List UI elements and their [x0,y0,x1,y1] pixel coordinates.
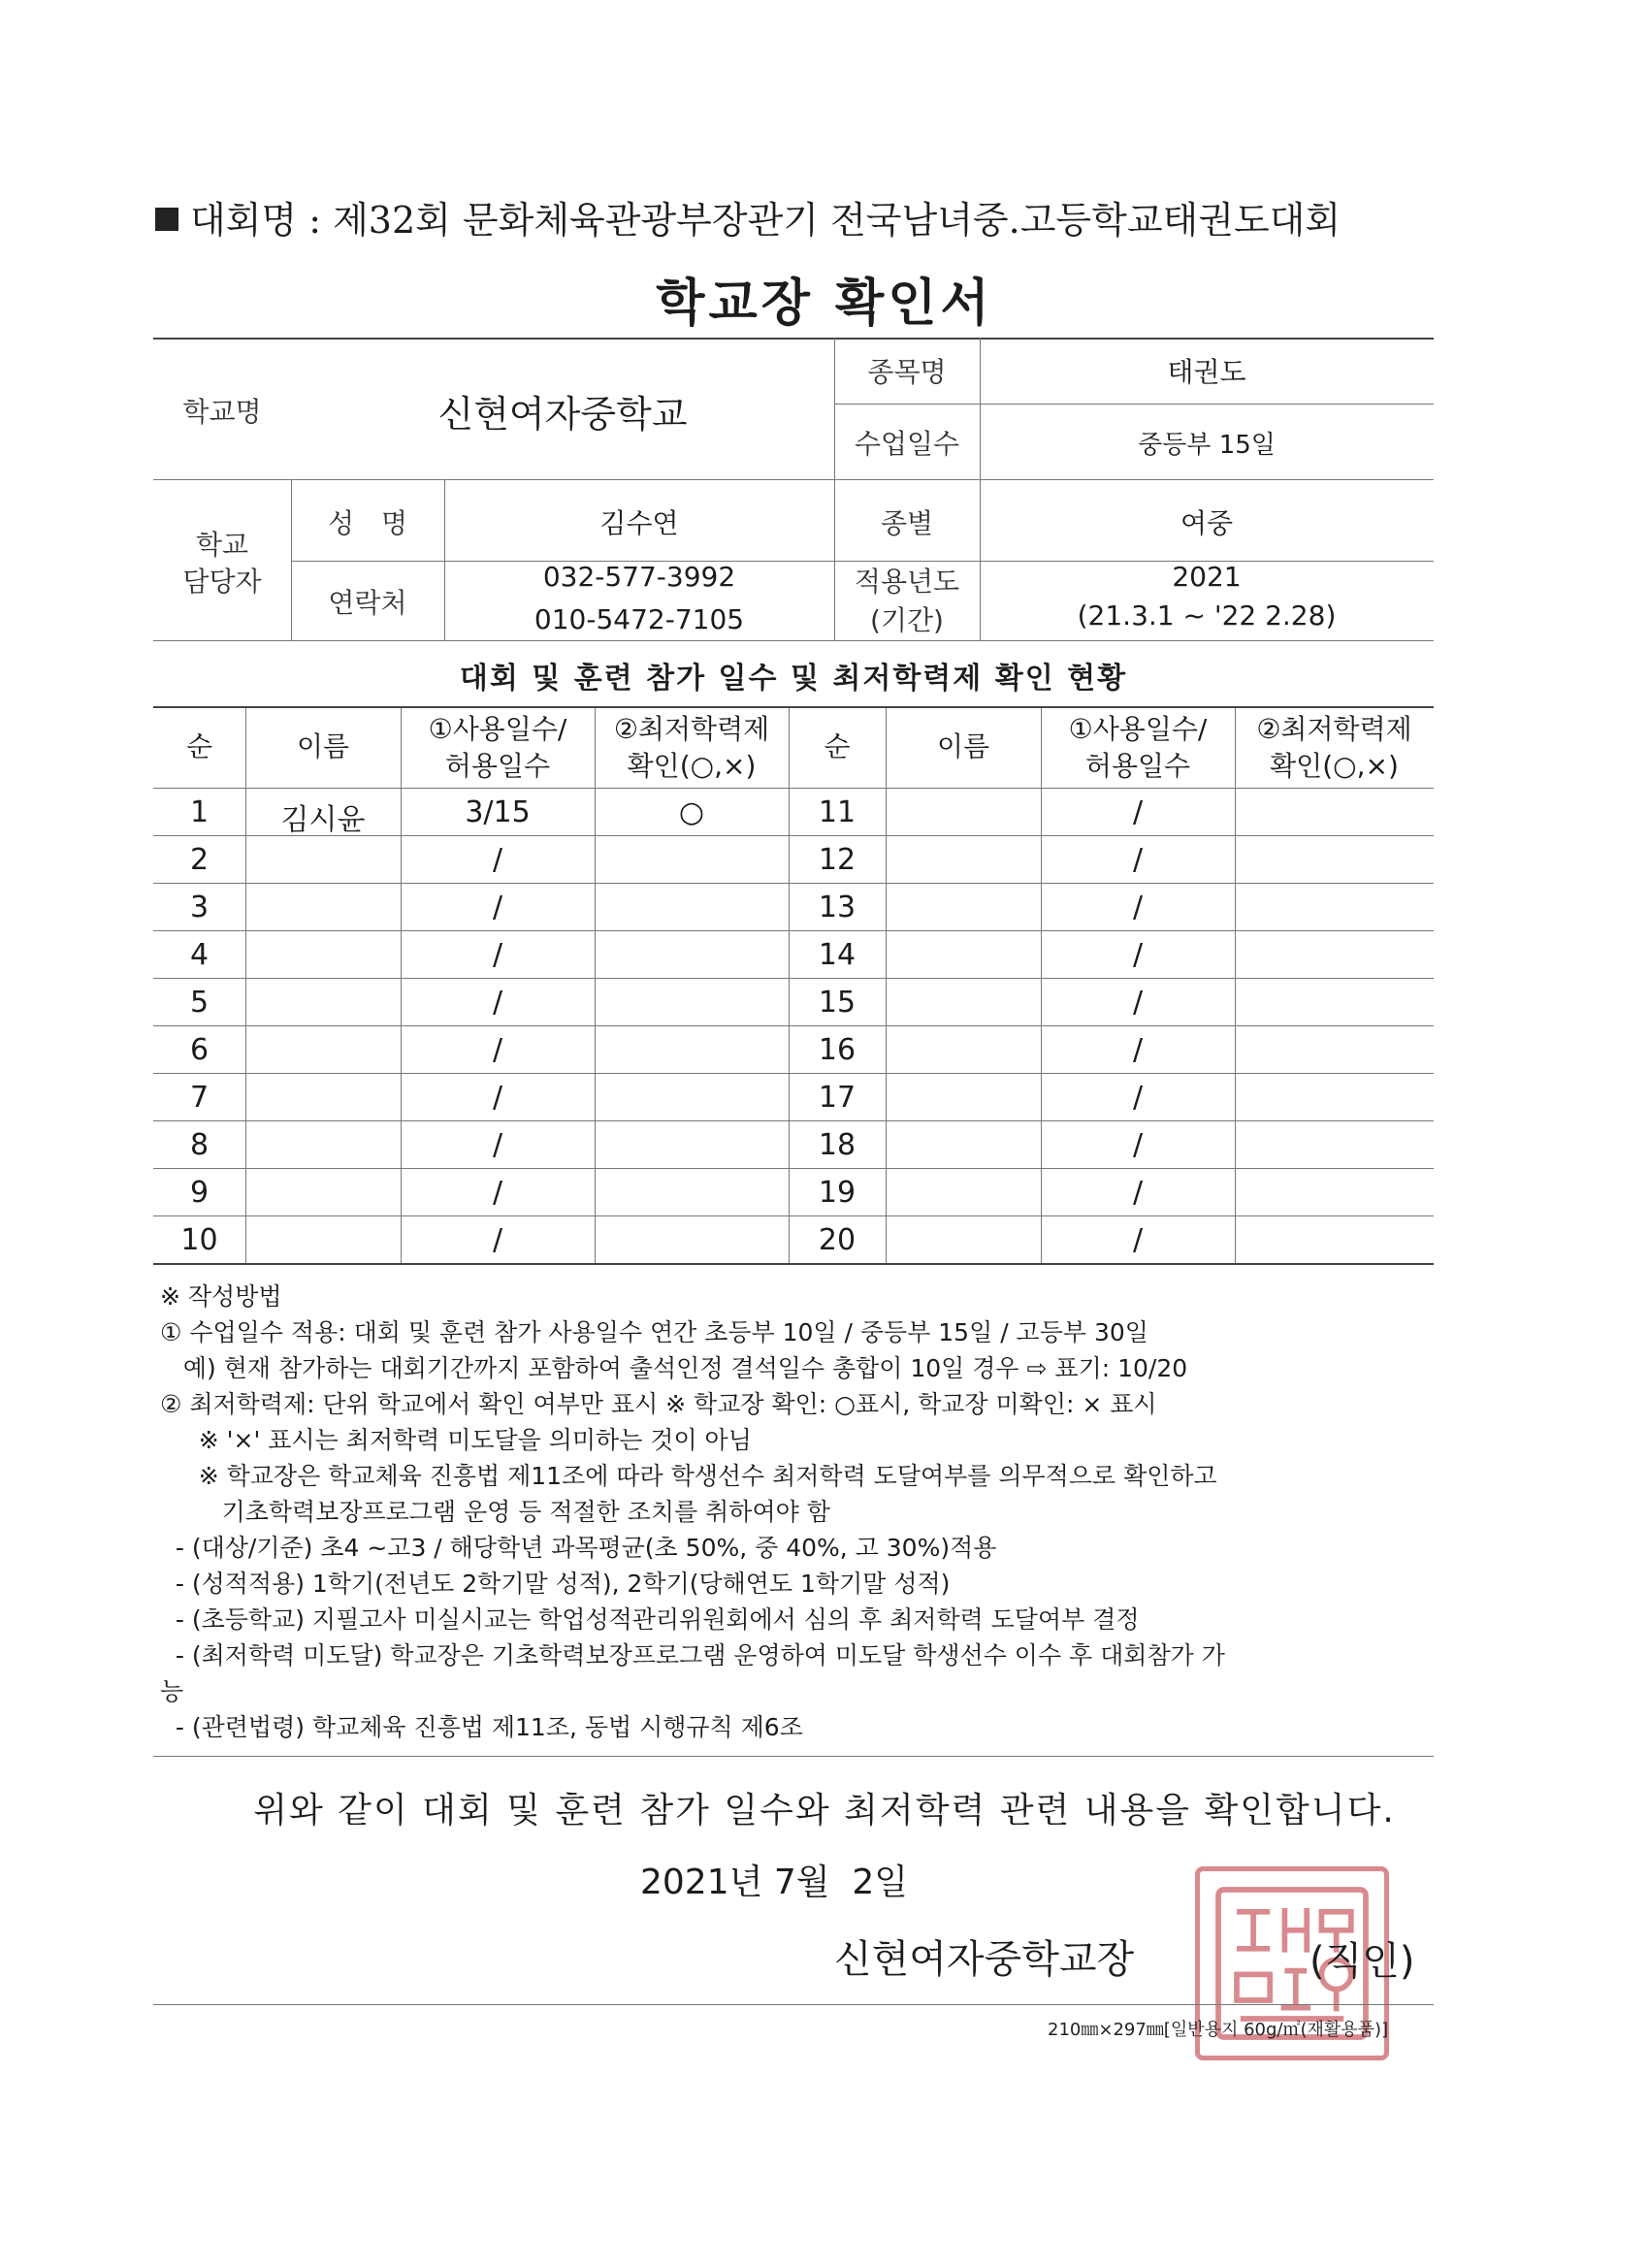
table-cell-check: ○ [678,795,705,829]
table-cell-no2: 19 [818,1176,857,1210]
table-cell-no2: 20 [818,1223,857,1257]
paper-spec: 210㎜×297㎜[일반용지 60g/㎡(재활용품)] [1048,2020,1389,2040]
table-divider [153,1168,1434,1169]
table-cell-no: 2 [189,843,210,877]
table-column-divider [595,708,596,1263]
table-cell-no2: 15 [818,986,857,1020]
contact-label: 연락처 [328,587,407,619]
table-cell-days2: / [1132,891,1144,924]
table-divider [153,1025,1434,1026]
table-cell-days2: / [1132,843,1144,877]
person-name-label: 성 명 [327,507,408,539]
table-cell-no2: 18 [818,1128,857,1162]
table-column-divider [1235,708,1236,1263]
table-cell-no: 7 [189,1081,210,1115]
table-divider [153,1215,1434,1216]
table-cell-days: / [492,1223,503,1257]
table-column-divider [886,708,887,1263]
table-column-divider [789,708,790,1263]
table-cell-no2: 14 [818,938,857,972]
table-divider [153,835,1434,836]
school-name-label: 학교명 [182,396,262,428]
table-cell-days: / [492,1081,503,1115]
divider [153,640,1434,641]
table-cell-days2: / [1132,986,1144,1020]
phone-1: 032-577-3992 [542,561,736,593]
divider [153,479,1434,480]
note-line: ※ 학교장은 학교체육 진흥법 제11조에 따라 학생선수 최저학력 도달여부를 의무적으로 확인하고 [160,1462,1217,1490]
person-name-value: 김수연 [599,507,679,539]
table-column-divider [1041,708,1042,1263]
table-cell-no: 5 [189,986,210,1020]
table-cell-days: / [492,938,503,972]
hdr-min-line1: ②최저학력제 [613,713,770,745]
table-cell-no: 4 [189,938,210,972]
class-days-label: 수업일수 [854,428,960,460]
table-divider [153,930,1434,931]
note-line: ② 최저학력제: 단위 학교에서 확인 여부만 표시 ※ 학교장 확인: ○표시, 학교장 미확인: × 표시 [160,1390,1157,1418]
table-cell-days: / [492,891,503,924]
hdr-days-2-line1: ①사용일수/ [1068,713,1208,745]
type-value: 여중 [1180,507,1234,539]
table-divider [153,1263,1434,1265]
note-line: - (대상/기준) 초4 ~고3 / 해당학년 과목평균(초 50%, 중 40%, 고 30%)적용 [160,1534,997,1562]
table-divider [153,788,1434,789]
competition-name-text: 대회명 : 제32회 문화체육관광부장관기 전국남녀중.고등학교태권도대회 [190,199,1342,242]
table-cell-days: / [492,986,503,1020]
table-cell-days2: / [1132,1176,1144,1210]
period-value: (21.3.1 ~ '22 2.28) [1077,599,1337,632]
competition-name [155,190,1341,243]
table-title: 대회 및 훈련 참가 일수 및 최저학력제 확인 현황 [459,662,1128,696]
table-cell-no2: 12 [818,843,857,877]
table-cell-no2: 11 [818,795,857,829]
school-name-value: 신현여자중학교 [437,393,688,436]
note-line: 예) 현재 참가하는 대회기간까지 포함하여 출석인정 결석일수 총합이 10일 경우 ⇨ 표기: 10/20 [160,1354,1188,1382]
confirmation-date: 2021년 7월 2일 [640,1863,909,1902]
year-label-line1: 적용년도 [854,566,960,598]
table-cell-no: 9 [189,1176,210,1210]
bullet-square-icon [155,208,178,231]
instructions-heading: ※ 작성방법 [160,1282,282,1311]
year-value: 2021 [1172,561,1242,593]
table-cell-no2: 16 [818,1033,857,1067]
note-line: - (최저학력 미도달) 학교장은 기초학력보장프로그램 운영하여 미도달 학생선수 이수 후 대회참가 가 [160,1641,1225,1669]
table-cell-days: / [492,843,503,877]
principal-name: 신현여자중학교장 [834,1937,1135,1982]
table-divider [153,1120,1434,1121]
phone-2: 010-5472-7105 [534,603,745,635]
table-cell-no: 1 [189,795,210,829]
divider [153,1756,1434,1757]
class-days-value: 중등부 15일 [1138,431,1276,460]
table-divider [153,883,1434,884]
note-line: - (초등학교) 지필고사 미실시교는 학업성적관리위원회에서 심의 후 최저학력 도달여부 결정 [160,1605,1140,1634]
hdr-name-2: 이름 [936,730,990,762]
confirmation-statement: 위와 같이 대회 및 훈련 참가 일수와 최저학력 관련 내용을 확인합니다. [253,1791,1396,1831]
hdr-min-2-line2: 확인(○,×) [1270,750,1399,782]
table-cell-days: / [492,1176,503,1210]
hdr-days-2-line2: 허용일수 [1084,750,1191,782]
type-label: 종별 [880,507,934,539]
hdr-days-line1: ①사용일수/ [428,713,567,745]
manager-label-line2: 담당자 [182,566,262,598]
divider [153,338,1434,340]
hdr-no-2: 순 [824,730,851,762]
table-cell-name: 김시윤 [280,803,366,837]
divider [153,706,1434,708]
note-line: - (관련법령) 학교체육 진흥법 제11조, 동법 시행규칙 제6조 [160,1713,803,1741]
table-cell-days2: / [1132,1033,1144,1067]
hdr-name: 이름 [296,730,350,762]
table-cell-no: 8 [189,1128,210,1162]
manager-label-line1: 학교 [195,529,249,561]
table-column-divider [401,708,402,1263]
table-cell-days: / [492,1128,503,1162]
divider [153,2004,1434,2005]
hdr-min-line2: 확인(○,×) [627,750,757,782]
table-cell-days: / [492,1033,503,1067]
hdr-no: 순 [185,730,213,762]
table-cell-no: 6 [189,1033,210,1067]
table-cell-days2: / [1132,795,1144,829]
table-column-divider [245,708,246,1263]
table-cell-days2: / [1132,1128,1144,1162]
table-divider [153,1073,1434,1074]
table-cell-days2: / [1132,1223,1144,1257]
hdr-days-line2: 허용일수 [444,750,551,782]
event-label: 종목명 [867,356,947,388]
hdr-min-2-line1: ②최저학력제 [1256,713,1412,745]
note-line: ※ '×' 표시는 최저학력 미도달을 의미하는 것이 아님 [160,1426,752,1454]
instructions [160,1279,1450,1745]
table-cell-days: 3/15 [465,795,531,829]
table-cell-no: 10 [180,1223,218,1257]
note-line: ① 수업일수 적용: 대회 및 훈련 참가 사용일수 연간 초등부 10일 / 중등부 15일 / 고등부 30일 [160,1318,1148,1346]
event-value: 태권도 [1167,356,1246,388]
divider [834,404,1434,405]
table-cell-days2: / [1132,1081,1144,1115]
year-label-line2: (기간) [870,604,944,636]
table-divider [153,978,1434,979]
document-title: 학교장 확인서 [656,275,993,333]
note-line: - (성적적용) 1학기(전년도 2학기말 성적), 2학기(당해연도 1학기말 성적) [160,1570,951,1598]
note-line: 능 [160,1677,184,1705]
table-cell-no2: 13 [818,891,857,924]
table-cell-days2: / [1132,938,1144,972]
seal-label: (직인) [1310,1939,1415,1984]
note-line: 기초학력보장프로그램 운영 등 적절한 조치를 취하여야 함 [160,1498,830,1526]
table-cell-no2: 17 [818,1081,857,1115]
table-cell-no: 3 [189,891,210,924]
